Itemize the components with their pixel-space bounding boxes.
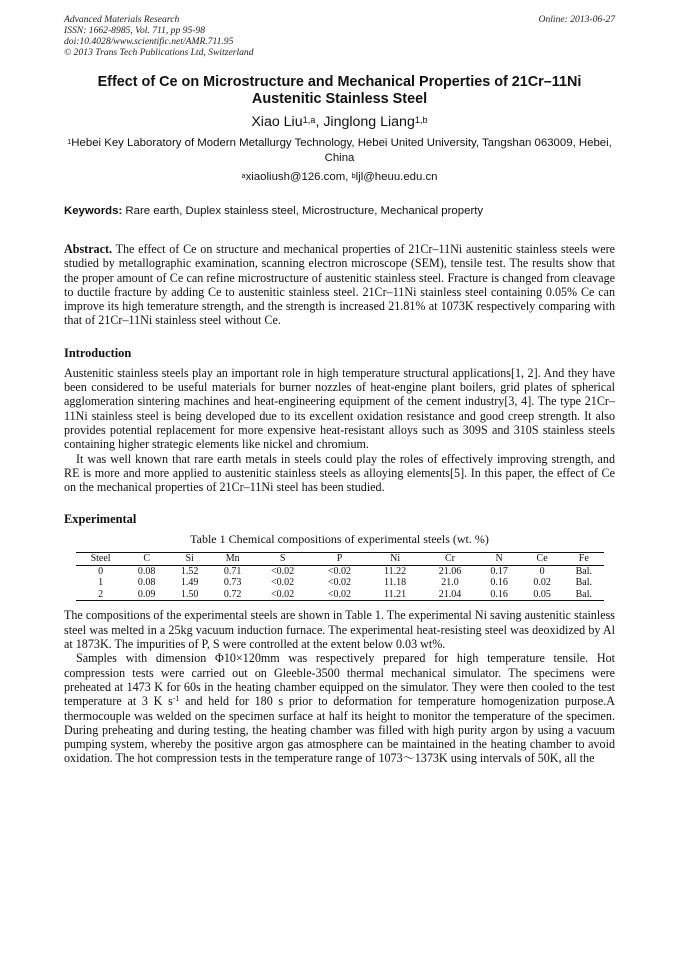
table-cell: 0.02	[533, 577, 551, 589]
paper-page	[64, 14, 615, 766]
table-cell: Bal.	[575, 577, 592, 589]
table-row	[76, 589, 604, 601]
abstract	[64, 242, 615, 328]
table-cell: <0.02	[271, 577, 295, 589]
abstract-label: Abstract.	[64, 242, 113, 256]
table-cell: 0.16	[490, 588, 508, 600]
copyright-line: © 2013 Trans Tech Publications Ltd, Switzerland	[64, 47, 254, 58]
column-header: Fe	[578, 553, 589, 565]
author: Jinglong Liang$^{1,b}$	[323, 114, 428, 130]
author: Xiao Liu$^{1,a}$	[251, 114, 316, 130]
keywords	[64, 204, 615, 218]
email-link[interactable]: xiaoliush@126.com	[245, 171, 346, 183]
table-cell: 0.08	[137, 577, 156, 589]
affiliation: $^1$Hebei Key Laboratory of Modern Metallurgy Technology, Hebei United University, Tangshan 063009, Hebei, China	[67, 137, 612, 164]
column-header: N	[495, 553, 503, 565]
table-cell: <0.02	[327, 588, 352, 600]
online-date: Online: 2013-06-27	[538, 14, 615, 25]
table-cell: 0.73	[223, 577, 242, 589]
paragraph: Austenitic stainless steels play an important role in high temperature structural applications[1, 2]. And they have been considered to be useful materials for burner nozzles of heat-engine plant boilers, grid plates of spherical agglomeration sintering machines and heat-engineering equipment of the cement industry[3, 4]. The type 21Cr–11Ni stainless steel is being developed due to its excellent oxidation resistance and good creep strength. It also provides potential replacement for more expensive heat-resistant alloys such as 309S and 310S stainless steels containing higher strategic elements like nickel and chromium.	[64, 365, 615, 452]
table-caption: Table 1 Chemical compositions of experimental steels (wt. %)	[190, 532, 489, 547]
keywords-label: Keywords:	[64, 205, 123, 217]
table-cell: 1.52	[180, 565, 199, 577]
paper-title: Effect of Ce on Microstructure and Mechanical Properties of 21Cr–11Ni Austenitic Stainless Steel	[97, 74, 582, 107]
table-cell: 21.06	[438, 565, 462, 577]
section-heading-introduction: Introduction	[64, 345, 132, 360]
table-cell: Bal.	[575, 565, 592, 577]
issn-line: ISSN: 1662-8985, Vol. 711, pp 95-98	[64, 25, 206, 36]
paragraph: Samples with dimension Φ10×120mm was respectively prepared for high temperature tensile. Hot compression tests were carried out on Gleeble-3500 thermal mechanical simulator. The specimens were preheated at 1473 K for 60s in the heating chamber equipped on the simulator. They were then cooled to the test temperature at 3 K $s^{-1}$ and held for 180 s prior to deformation for temperature homogenization purpose.A thermocouple was welded on the specimen surface at half its height to monitor the temperature of the specimen. During preheating and during testing, the heating chamber was filled with high purity argon by using a vacuum pumping system, whereby the positive argon gas atmosphere can be maintained in the heating chamber to avoid oxidation. The hot compression tests in the temperature range of 1073～1373K using intervals of 50K, all the	[64, 651, 615, 766]
table-cell: <0.02	[271, 588, 295, 600]
paragraph: The compositions of the experimental steels are shown in Table 1. The experimental Ni saving austenitic stainless steel was melted in a 25kg vacuum induction furnace. The experimental heat-resisting steel was deoxidized by Al at 1873K. The impurities of P, S were controlled at the extent below 0.03 wt%.	[64, 608, 615, 652]
column-header: Cr	[444, 553, 455, 565]
keywords-text: Rare earth, Duplex stainless steel, Microstructure, Mechanical property	[125, 205, 484, 217]
column-header: Mn	[225, 553, 240, 565]
table-header-row	[76, 553, 604, 566]
table-cell: 0	[539, 565, 545, 577]
column-header: Ni	[390, 553, 401, 565]
column-header: Ce	[536, 553, 548, 565]
table-cell: 11.21	[384, 588, 407, 600]
table-cell: <0.02	[271, 565, 295, 577]
table-cell: 0.71	[223, 565, 242, 577]
table-cell: <0.02	[327, 577, 352, 589]
email-link[interactable]: ljl@heuu.edu.cn	[355, 171, 438, 183]
table-cell: 0.72	[223, 588, 242, 600]
table-cell: 11.22	[384, 565, 407, 577]
column-header: P	[336, 553, 343, 565]
table-cell: 0.09	[137, 588, 156, 600]
author-emails: $^a$xiaoliush@126.com, $^b$ljl@heuu.edu.cn	[241, 171, 438, 183]
column-header: C	[143, 553, 150, 565]
column-header: Steel	[90, 553, 111, 565]
table-cell: Bal.	[575, 588, 592, 600]
table-cell: 1.49	[180, 577, 199, 589]
table-cell: 0.16	[490, 577, 508, 589]
section-heading-experimental: Experimental	[64, 512, 137, 527]
author-list: Xiao Liu$^{1,a}$, Jinglong Liang$^{1,b}$	[251, 114, 428, 130]
table-cell: 21.0	[441, 577, 459, 589]
paragraph: It was well known that rare earth metals in steels could play the roles of effectively improving strength, and RE is more and more applied to austenitic stainless steels as alloying elements[5]. In this paper, the effect of Ce on the mechanical properties of 21Cr–11Ni steel has been studied.	[64, 451, 615, 495]
table-cell: 1.50	[180, 588, 199, 600]
column-header: Si	[185, 553, 194, 565]
table-cell: <0.02	[327, 565, 352, 577]
abstract-text: The effect of Ce on structure and mechanical properties of 21Cr–11Ni austenitic stainless steels were studied by metallographic examination, scanning electron microscope (SEM), tensile test. The results show that the proper amount of Ce can refine microstructure of austenitic stainless steel. Fracture is changed from cleavage to ductile fracture by adding Ce to austenitic stainless steel. 21Cr–11Ni stainless steel containing 0.05% Ce can improve its high temerature strength, and the strength is increased 21.81% at 1073K respectively comparing with that of 21Cr–11Ni stainless steel without Ce.	[64, 242, 615, 328]
column-header: S	[279, 553, 286, 565]
table-cell: 0.17	[490, 565, 508, 577]
table-cell: 0.05	[533, 588, 551, 600]
table-cell: 1	[98, 577, 104, 589]
journal-header	[64, 14, 615, 58]
doi-line: doi:10.4028/www.scientific.net/AMR.711.95	[64, 36, 234, 47]
table-row	[76, 577, 604, 589]
table-cell: 2	[98, 588, 104, 600]
table-cell: 0.08	[137, 565, 156, 577]
composition-table	[76, 552, 604, 601]
journal-name: Advanced Materials Research	[64, 14, 180, 25]
table-cell: 11.18	[384, 577, 407, 589]
table-row	[76, 565, 604, 577]
table-cell: 21.04	[438, 588, 462, 600]
table-cell: 0	[98, 565, 104, 577]
